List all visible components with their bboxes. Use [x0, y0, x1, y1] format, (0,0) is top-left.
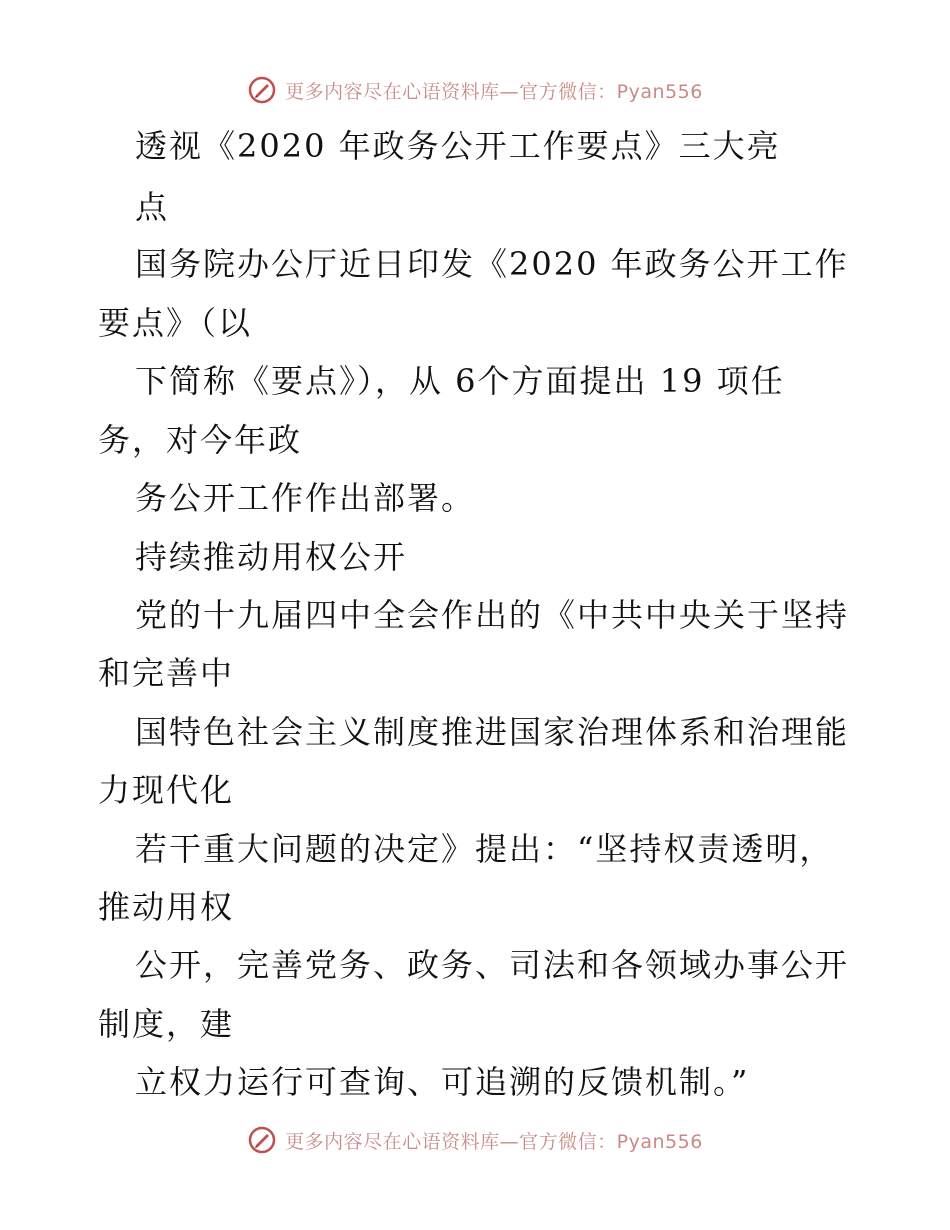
paragraph-line: 立权力运行可查询、可追溯的反馈机制。” [135, 1063, 750, 1101]
paragraph-line: 党的十九届四中全会作出的《中共中央关于坚持 [135, 596, 850, 634]
section-heading: 持续推动用权公开 [135, 538, 408, 576]
paragraph-line: 推动用权 [98, 888, 235, 926]
title-line-1: 透视《2020 年政务公开工作要点》三大亮 [135, 127, 781, 165]
paragraph-line: 要点》（以 [98, 304, 253, 342]
paragraph-line: 国特色社会主义制度推进国家治理体系和治理能 [135, 713, 850, 751]
watermark-wechat-id: Pyan556 [616, 80, 703, 103]
pen-logo-icon [247, 1125, 277, 1155]
watermark-text: 更多内容尽在心语资料库—官方微信：Pyan556 [285, 80, 703, 103]
title-line-2: 点 [135, 188, 170, 226]
paragraph-line: 务，对今年政 [98, 421, 303, 459]
paragraph-line: 务公开工作作出部署。 [135, 479, 476, 517]
footer-watermark [0, 1122, 950, 1158]
paragraph-line: 和完善中 [98, 654, 235, 692]
paragraph-line: 力现代化 [98, 771, 235, 809]
paragraph-line: 公开，完善党务、政务、司法和各领域办事公开 [135, 946, 850, 984]
paragraph-line: 若干重大问题的决定》提出：“坚持权责透明， [135, 830, 834, 868]
watermark-text: 更多内容尽在心语资料库—官方微信：Pyan556 [285, 1130, 703, 1153]
paragraph-line: 下简称《要点》），从 6个方面提出 19 项任 [135, 362, 785, 400]
watermark-wechat-id: Pyan556 [616, 1130, 703, 1153]
paragraph-line: 国务院办公厅近日印发《2020 年政务公开工作 [135, 245, 849, 283]
paragraph-line: 制度，建 [98, 1005, 235, 1043]
